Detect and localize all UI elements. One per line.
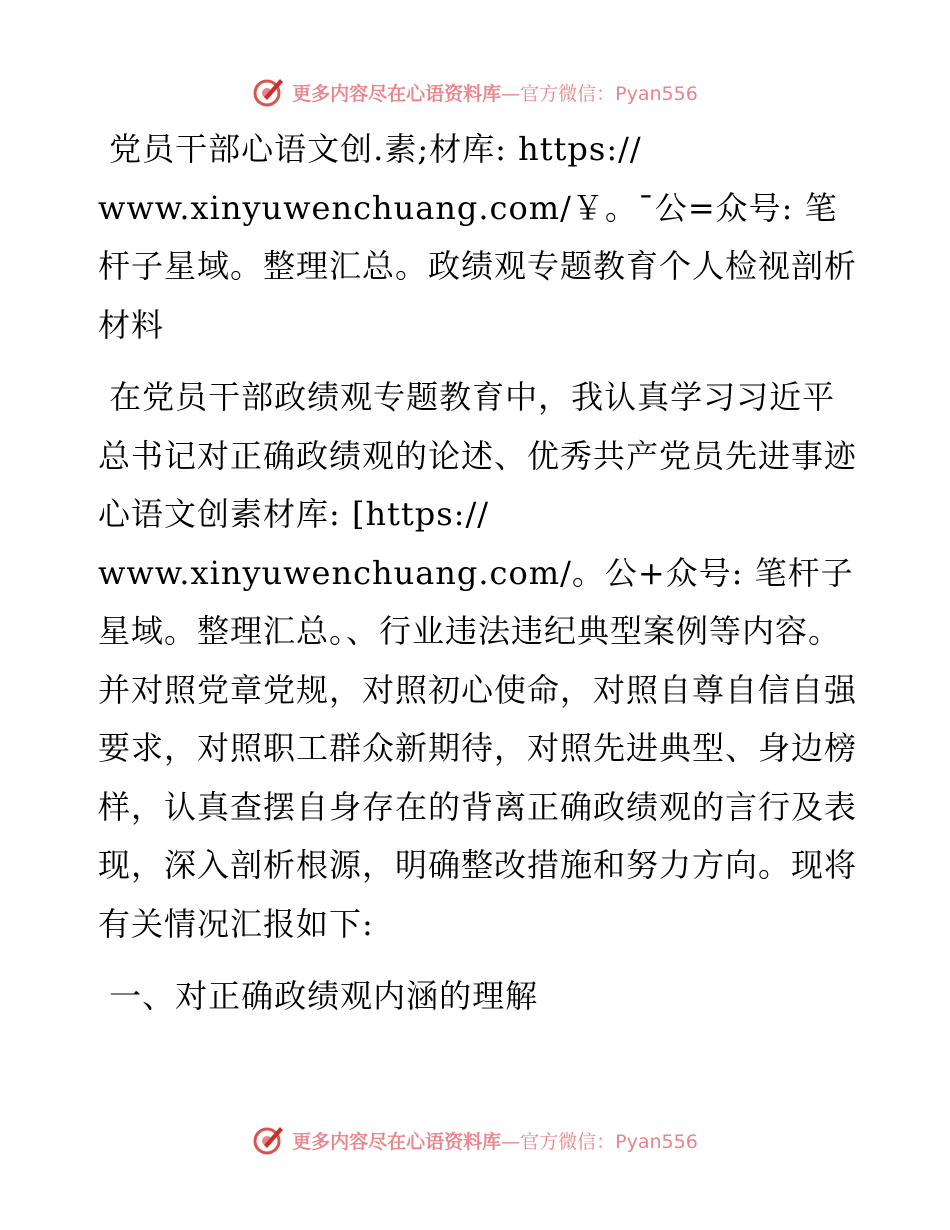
paragraph-intro: 党员干部心语文创.素;材库: https:// www.xinyuwenchuang.com/￥。¯公=众号: 笔杆子星域。整理汇总。政绩观专题教育个人检视剖析材料 <box>98 130 858 344</box>
banner-sub-text: —官方微信：Pyan556 <box>501 82 698 105</box>
header-watermark-banner <box>0 72 950 112</box>
pen-logo-icon <box>252 75 286 109</box>
banner-main-text: 更多内容尽在心语资料库 <box>292 82 502 105</box>
banner-main-text: 更多内容尽在心语资料库 <box>292 1130 502 1153</box>
paragraph-main: 在党员干部政绩观专题教育中，我认真学习习近平总书记对正确政绩观的论述、优秀共产党员先进事迹心语文创素材库: [https:// www.xinyuwenchuang.com/。公+众号: 笔杆子星域。整理汇总。、行业违法违纪典型案例等内容。并对照党章党规，对照初心使命，对照自尊自信自强要求，对照职工群众新期待，对照先进典型、身边榜样，认真查摆自身存在的背离正确政绩观的言行及表现，深入剖析根源，明确整改措施和努力方向。现将有关情况汇报如下: <box>98 378 858 943</box>
document-body <box>98 120 858 1026</box>
section-heading: 一、对正确政绩观内涵的理解 <box>98 977 539 1015</box>
footer-watermark-banner <box>0 1120 950 1160</box>
pen-logo-icon <box>252 1123 286 1157</box>
banner-sub-text: —官方微信：Pyan556 <box>501 1130 698 1153</box>
